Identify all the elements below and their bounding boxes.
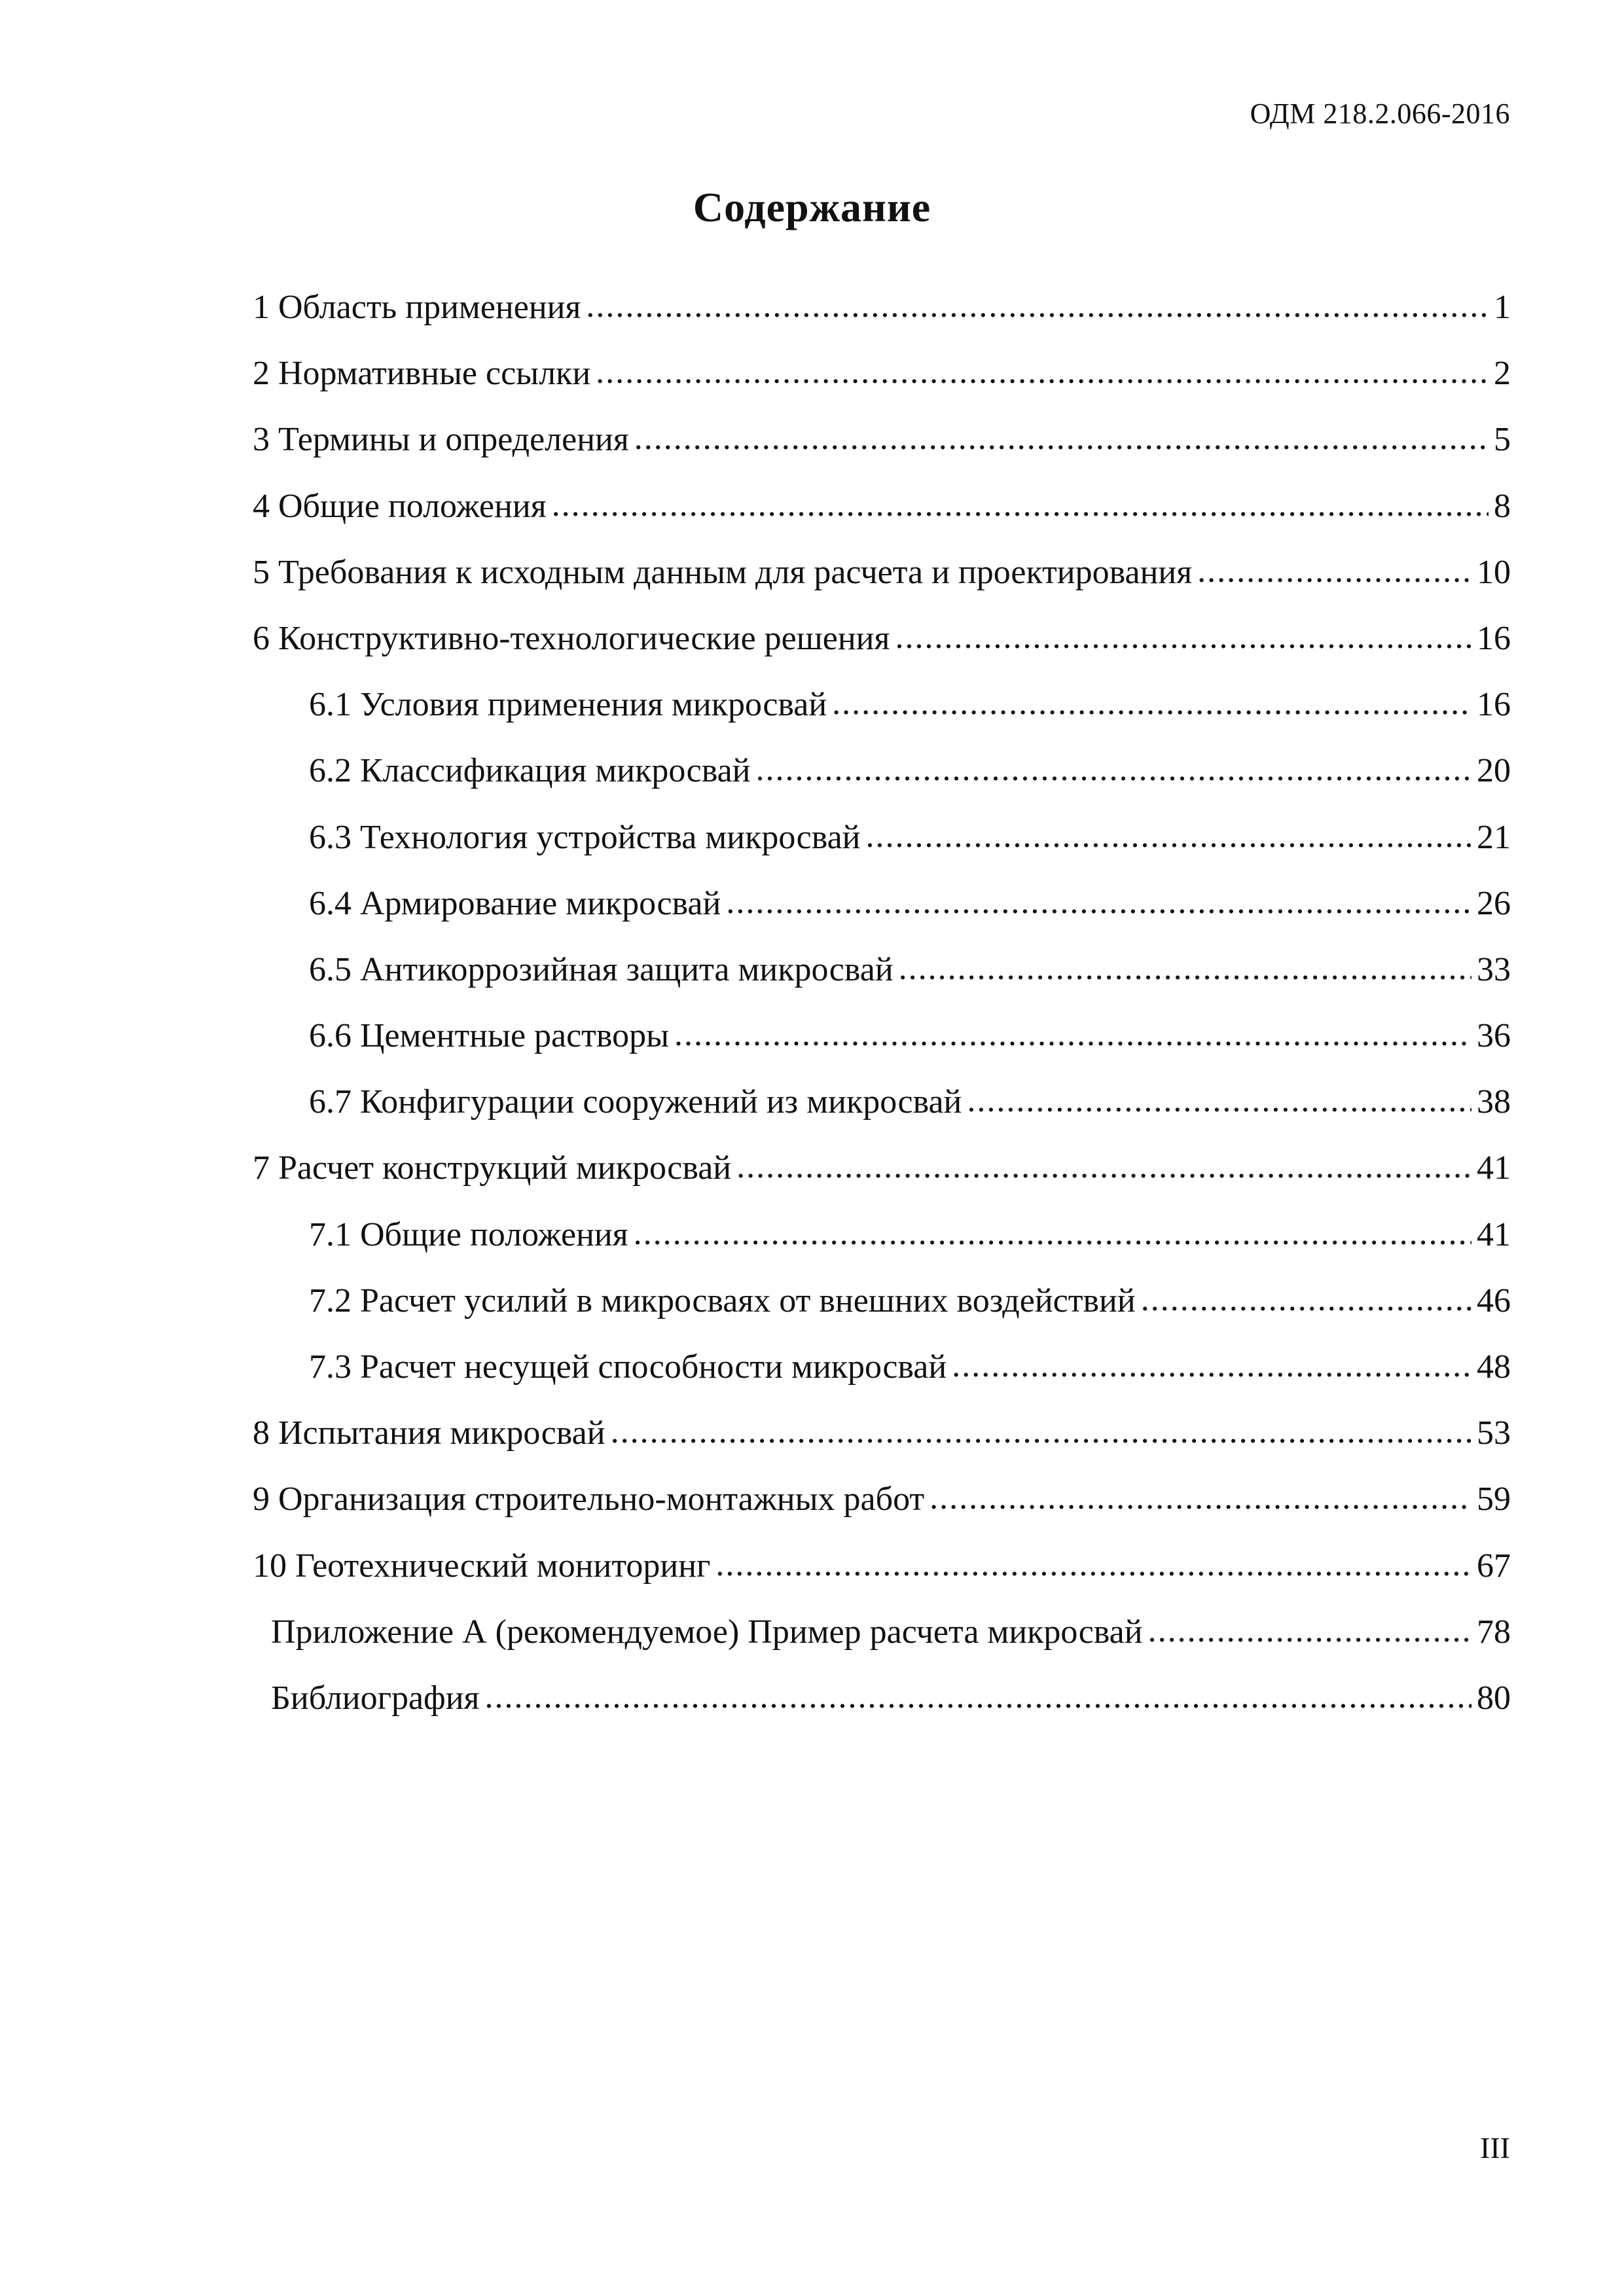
toc-entry-label: 6.4 Армирование микросвай — [309, 884, 721, 922]
toc-leader-dots — [866, 817, 1471, 855]
toc-leader-dots — [1148, 1611, 1471, 1650]
toc-entry[interactable] — [253, 685, 1511, 751]
toc-entry-label: 6.2 Классификация микросвай — [309, 752, 751, 790]
toc-entry-label: 7.1 Общие положения — [309, 1215, 628, 1253]
toc-entry-page: 16 — [1477, 686, 1511, 724]
toc-entry[interactable] — [253, 751, 1511, 817]
toc-entry[interactable] — [253, 1414, 1511, 1480]
toc-entry-label: 2 Нормативные ссылки — [253, 355, 591, 393]
toc-entry-label: 1 Область применения — [253, 289, 581, 326]
toc-entry[interactable] — [253, 1149, 1511, 1215]
toc-entry-page: 33 — [1477, 950, 1511, 988]
toc-entry-label: 9 Организация строительно-монтажных работ — [253, 1480, 925, 1518]
toc-leader-dots — [929, 1479, 1471, 1517]
toc-leader-dots — [726, 883, 1471, 922]
toc-entry-page: 5 — [1494, 421, 1511, 459]
toc-leader-dots — [586, 287, 1489, 325]
toc-leader-dots — [596, 353, 1489, 391]
toc-entry[interactable] — [253, 1083, 1511, 1149]
toc-entry[interactable] — [253, 1282, 1511, 1348]
toc-entry-label: 4 Общие положения — [253, 487, 547, 525]
toc-entry-label: 3 Термины и определения — [253, 421, 629, 459]
toc-entry[interactable] — [253, 1348, 1511, 1414]
toc-leader-dots — [634, 1214, 1471, 1253]
toc-entry[interactable] — [253, 1679, 1511, 1745]
toc-entry-page: 36 — [1477, 1017, 1511, 1055]
toc-entry[interactable] — [253, 420, 1511, 486]
toc-leader-dots — [736, 1147, 1471, 1186]
toc-entry-label: 6.7 Конфигурации сооружений из микросвай — [309, 1083, 962, 1121]
toc-entry[interactable] — [253, 1613, 1511, 1679]
toc-entry-page: 1 — [1494, 289, 1511, 326]
toc-entry-label: 6.5 Антикоррозийная защита микросвай — [309, 950, 893, 988]
toc-entry-page: 41 — [1477, 1149, 1511, 1187]
toc-entry-page: 46 — [1477, 1282, 1511, 1319]
toc-entry-label: 6.1 Условия применения микросвай — [309, 686, 827, 724]
toc-entry[interactable] — [253, 1215, 1511, 1282]
toc-entry-page: 26 — [1477, 884, 1511, 922]
toc-entry[interactable] — [253, 354, 1511, 420]
toc-entry-label: 10 Геотехнический мониторинг — [253, 1547, 711, 1585]
toc-entry[interactable] — [253, 1016, 1511, 1083]
toc-entry-label: 5 Требования к исходным данным для расчета и проектирования — [253, 553, 1193, 591]
toc-entry-page: 21 — [1477, 818, 1511, 856]
toc-leader-dots — [715, 1545, 1471, 1584]
toc-leader-dots — [899, 949, 1471, 988]
toc-entry-page: 16 — [1477, 619, 1511, 657]
toc-entry[interactable] — [253, 1480, 1511, 1546]
toc-entry-page: 53 — [1477, 1414, 1511, 1452]
toc-leader-dots — [952, 1346, 1471, 1385]
toc-entry[interactable] — [253, 619, 1511, 685]
toc-entry-label: 7.3 Расчет несущей способности микросвай — [309, 1348, 947, 1386]
toc-entry-page: 38 — [1477, 1083, 1511, 1121]
page-number: III — [1480, 2131, 1510, 2164]
toc-entry[interactable] — [253, 487, 1511, 553]
toc-entry-page: 67 — [1477, 1547, 1511, 1585]
toc-entry-label: Приложение А (рекомендуемое) Пример расчета микросвай — [271, 1613, 1143, 1651]
toc-entry-label: 7 Расчет конструкций микросвай — [253, 1149, 732, 1187]
toc-entry-label: 6 Конструктивно-технологические решения — [253, 619, 890, 657]
toc-leader-dots — [634, 419, 1489, 457]
toc-leader-dots — [832, 684, 1471, 723]
toc-entry[interactable] — [253, 1547, 1511, 1613]
toc-entry[interactable] — [253, 818, 1511, 884]
toc-entry[interactable] — [253, 553, 1511, 619]
toc-leader-dots — [1141, 1280, 1471, 1319]
toc-entry-page: 48 — [1477, 1348, 1511, 1386]
toc-leader-dots — [756, 750, 1471, 789]
toc-entry-label: 6.6 Цементные растворы — [309, 1017, 670, 1055]
document-code: ОДМ 218.2.066-2016 — [1250, 98, 1510, 130]
toc-entry-page: 10 — [1477, 553, 1511, 591]
toc-leader-dots — [611, 1412, 1471, 1451]
toc-entry-page: 80 — [1477, 1679, 1511, 1717]
toc-leader-dots — [967, 1081, 1471, 1120]
toc-entry-label: Библиография — [271, 1679, 480, 1717]
toc-leader-dots — [1197, 552, 1471, 590]
page-title: Содержание — [693, 184, 931, 230]
toc-entry[interactable] — [253, 884, 1511, 950]
toc-leader-dots — [895, 618, 1471, 656]
toc-entry-page: 8 — [1494, 487, 1511, 525]
toc-leader-dots — [674, 1015, 1471, 1054]
toc-entry-page: 2 — [1494, 355, 1511, 393]
toc-entry-page: 59 — [1477, 1480, 1511, 1518]
toc-leader-dots — [552, 486, 1489, 524]
toc-entry[interactable] — [253, 288, 1511, 354]
toc-entry-page: 41 — [1477, 1215, 1511, 1253]
toc-leader-dots — [484, 1677, 1471, 1716]
table-of-contents — [253, 288, 1511, 1745]
toc-entry-page: 20 — [1477, 752, 1511, 790]
toc-entry-label: 6.3 Технология устройства микросвай — [309, 818, 861, 856]
toc-entry-page: 78 — [1477, 1613, 1511, 1651]
toc-entry-label: 7.2 Расчет усилий в микросваях от внешних воздействий — [309, 1282, 1136, 1319]
toc-entry[interactable] — [253, 950, 1511, 1016]
toc-entry-label: 8 Испытания микросвай — [253, 1414, 605, 1452]
